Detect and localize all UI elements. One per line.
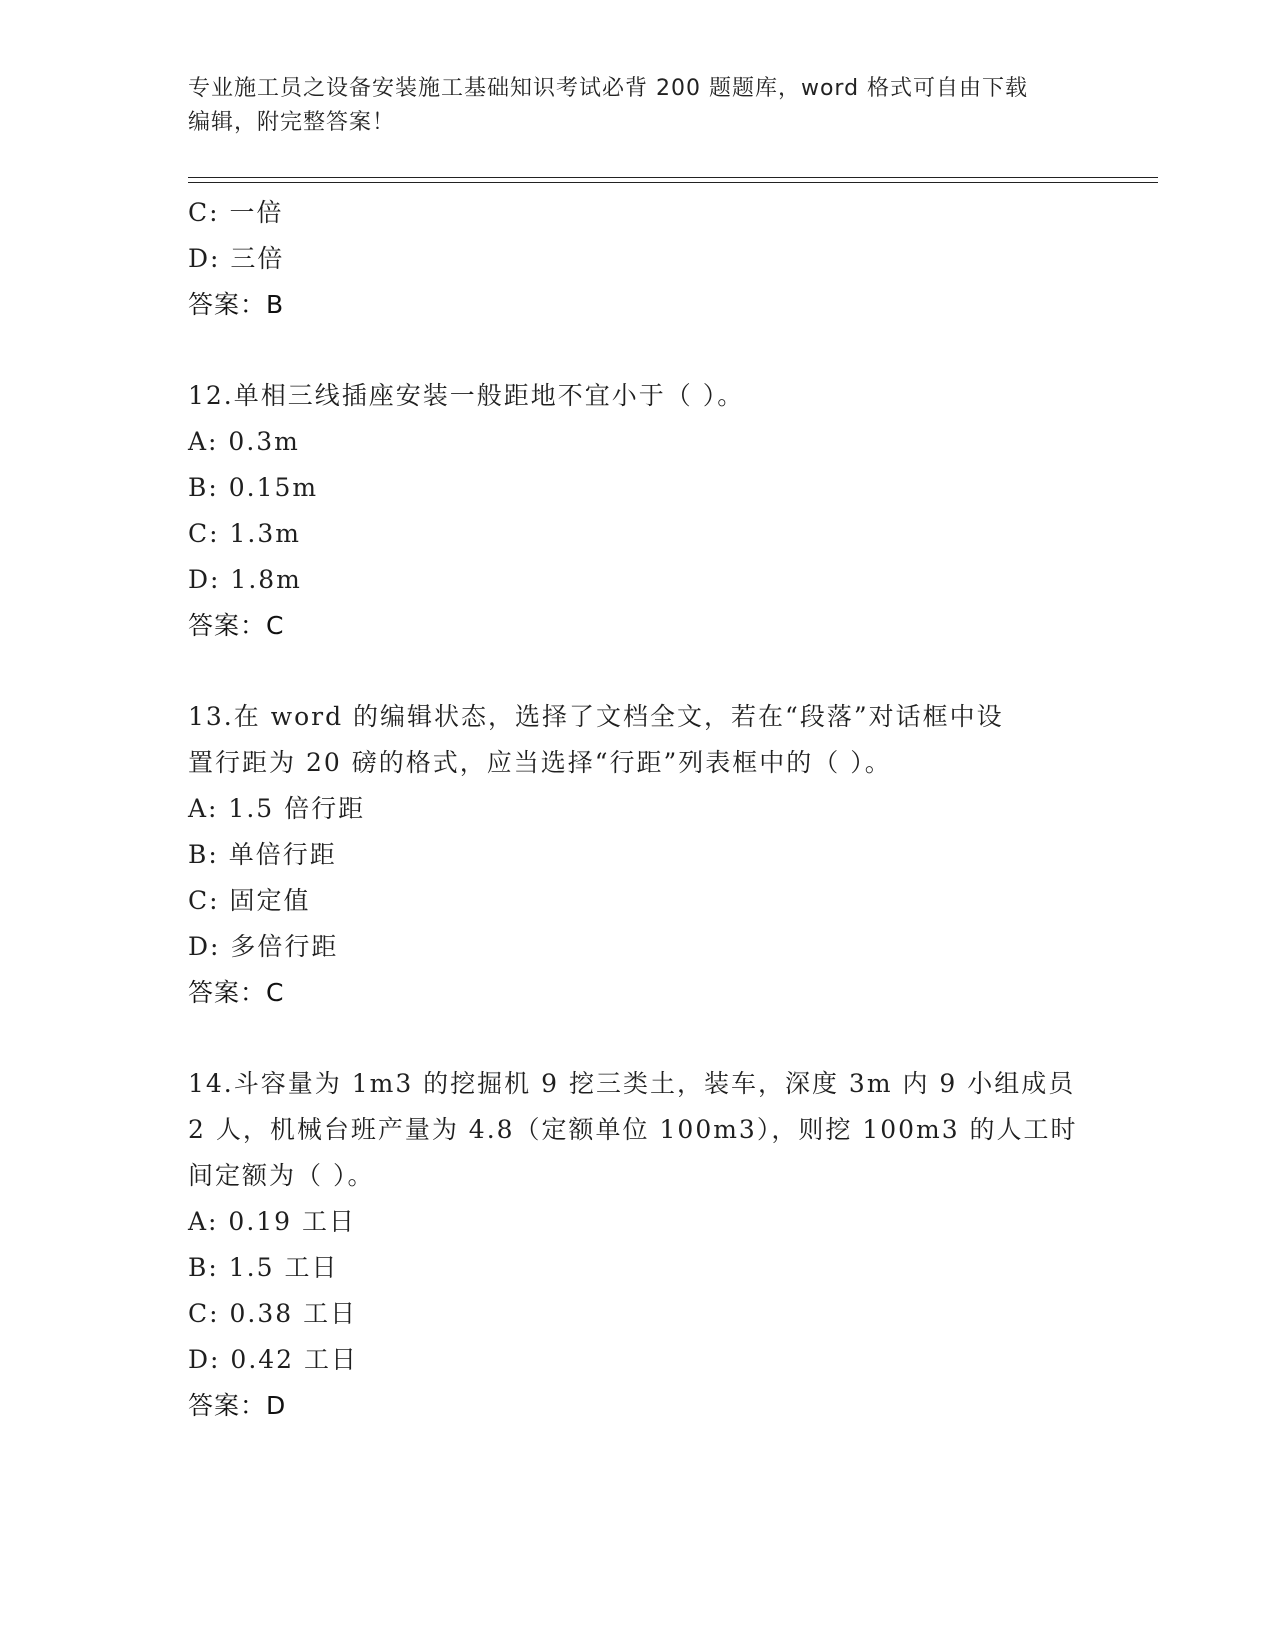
spacer bbox=[188, 649, 1088, 694]
option-c: C: 0.38 工日 bbox=[188, 1299, 358, 1328]
option-d: D: 多倍行距 bbox=[188, 932, 339, 961]
answer-line: 答案：D bbox=[188, 1391, 287, 1420]
answer-line: 答案：B bbox=[188, 290, 285, 319]
question-14 bbox=[188, 1061, 1088, 1429]
question-11-partial bbox=[188, 190, 1088, 328]
option-b: B: 单倍行距 bbox=[188, 840, 337, 869]
header-title-line-2: 编辑，附完整答案！ bbox=[188, 110, 396, 135]
option-a: A: 0.19 工日 bbox=[188, 1207, 357, 1236]
option-c: C: 固定值 bbox=[188, 886, 311, 915]
question-text-line-2: 2 人，机械台班产量为 4.8（定额单位 100m3），则挖 100m3 的人工时 bbox=[188, 1115, 1078, 1144]
question-text-line-1: 14.斗容量为 1m3 的挖掘机 9 挖三类土，装车，深度 3m 内 9 小组成员 bbox=[188, 1069, 1076, 1098]
question-12 bbox=[188, 373, 1088, 649]
document-header bbox=[188, 72, 1088, 140]
spacer bbox=[188, 1016, 1088, 1061]
header-divider-top bbox=[188, 177, 1158, 178]
spacer bbox=[188, 328, 1088, 373]
option-d: D: 三倍 bbox=[188, 244, 285, 273]
question-13 bbox=[188, 694, 1088, 1016]
question-text-line-3: 间定额为（ ）。 bbox=[188, 1161, 375, 1190]
question-list bbox=[188, 190, 1088, 1429]
option-c: C: 一倍 bbox=[188, 198, 284, 227]
option-d: D: 1.8m bbox=[188, 565, 302, 594]
option-d: D: 0.42 工日 bbox=[188, 1345, 359, 1374]
option-c: C: 1.3m bbox=[188, 519, 301, 548]
header-title-line-1: 专业施工员之设备安装施工基础知识考试必背 200 题题库，word 格式可自由下载 bbox=[188, 76, 1029, 101]
option-b: B: 0.15m bbox=[188, 473, 319, 502]
question-text-line-1: 13.在 word 的编辑状态，选择了文档全文，若在“段落”对话框中设 bbox=[188, 702, 1004, 731]
option-a: A: 1.5 倍行距 bbox=[188, 794, 366, 823]
option-a: A: 0.3m bbox=[188, 427, 300, 456]
question-text-line-2: 置行距为 20 磅的格式，应当选择“行距”列表框中的（ ）。 bbox=[188, 748, 892, 777]
question-text: 12.单相三线插座安装一般距地不宜小于（ ）。 bbox=[188, 381, 745, 410]
answer-line: 答案：C bbox=[188, 978, 285, 1007]
header-divider-bottom bbox=[188, 182, 1158, 183]
option-b: B: 1.5 工日 bbox=[188, 1253, 339, 1282]
answer-line: 答案：C bbox=[188, 611, 285, 640]
